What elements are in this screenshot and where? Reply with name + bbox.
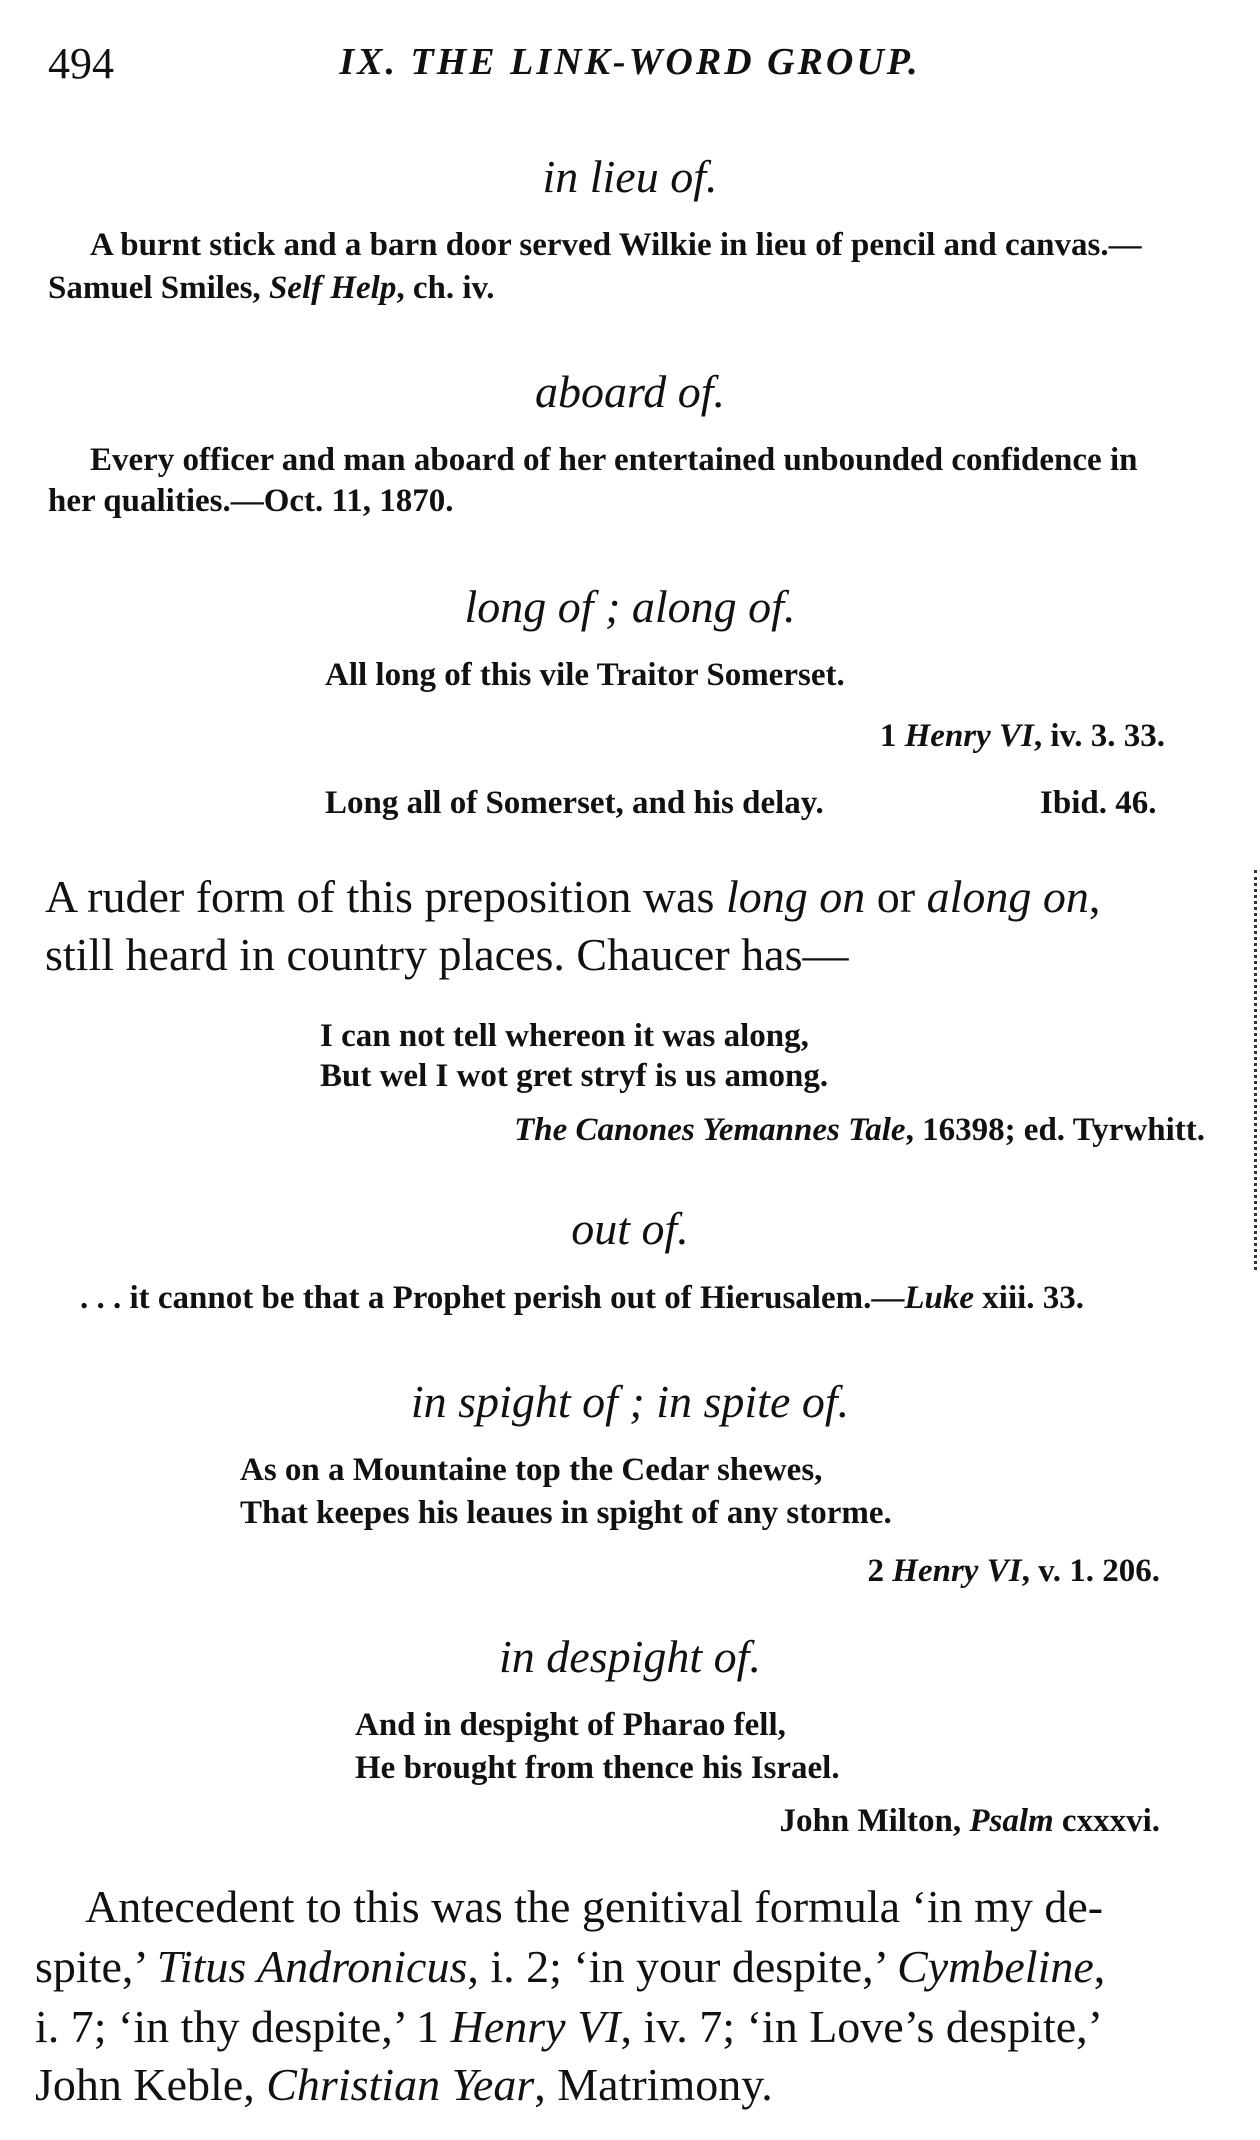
text: , i. 2; ‘in your despite,’ (467, 1941, 898, 1992)
citation-location: xiii. 33. (974, 1280, 1085, 1316)
quote-line: her qualities.—Oct. 11, 1870. (48, 483, 454, 519)
verse-citation (700, 718, 1165, 755)
citation-part: 1 (879, 718, 905, 754)
term: along on (926, 871, 1089, 922)
body-paragraph-line: Antecedent to this was the genitival formula ‘in my de- (85, 1881, 1104, 1932)
term: long on (725, 871, 866, 922)
citation-title: Henry VI (892, 1553, 1022, 1589)
citation-author: John Milton, (779, 1803, 970, 1839)
body-paragraph-line (35, 2000, 1103, 2053)
running-head: IX. THE LINK-WORD GROUP. (339, 41, 921, 83)
citation-part: 2 (867, 1553, 893, 1589)
citation-location: , ch. iv. (396, 270, 495, 306)
text: spite,’ (35, 1941, 157, 1992)
citation-location: , iv. 3. 33. (1033, 718, 1165, 754)
citation-title: Luke (904, 1280, 975, 1316)
citation-title: Henry VI (450, 2001, 621, 2052)
text: A ruder form of this preposition was (45, 871, 726, 922)
citation-title: Psalm (969, 1803, 1054, 1839)
citation-author: Samuel Smiles, (48, 270, 269, 306)
verse-line: But wel I wot gret stryf is us among. (320, 1058, 829, 1094)
citation-location: , 16398; ed. Tyrwhitt. (905, 1112, 1205, 1148)
section-heading-in-lieu-of: in lieu of. (542, 151, 718, 202)
text: i. 7; ‘in thy despite,’ 1 (35, 2001, 451, 2052)
verse-line: All long of this vile Traitor Somerset. (325, 657, 845, 693)
verse-line: That keepes his leaues in spight of any storme. (240, 1495, 892, 1531)
verse-citation (700, 1553, 1160, 1590)
verse-citation (380, 1112, 1205, 1149)
section-heading-long-of: long of ; along of. (464, 581, 796, 632)
verse-line: Long all of Somerset, and his delay. (325, 785, 824, 821)
section-heading-out-of: out of. (571, 1203, 689, 1254)
citation-line (48, 270, 494, 307)
citation-title: Henry VI (904, 718, 1034, 754)
citation-location: cxxxvi. (1053, 1803, 1160, 1839)
citation-title: Christian Year (266, 2059, 535, 2110)
citation-author: John Keble, (35, 2059, 267, 2110)
body-paragraph-line: still heard in country places. Chaucer has— (45, 929, 849, 980)
body-paragraph-line (45, 870, 1100, 923)
text: , (1088, 871, 1101, 922)
text: or (865, 871, 927, 922)
section-heading-in-spight-of: in spight of ; in spite of. (410, 1376, 850, 1427)
citation-title: Cymbeline (897, 1941, 1094, 1992)
citation-location: , Matrimony. (534, 2059, 773, 2110)
text: . . . it cannot be that a Prophet perish out of Hierusalem.— (80, 1280, 905, 1316)
verse-citation (700, 1803, 1160, 1840)
margin-mark (1254, 870, 1260, 1270)
body-paragraph-line (35, 1940, 1105, 1993)
section-heading-in-despight-of: in despight of. (499, 1631, 761, 1682)
quote-line: A burnt stick and a barn door served Wilkie in lieu of pencil and canvas.— (90, 227, 1142, 263)
citation-title: Titus Andronicus (156, 1941, 468, 1992)
text: , (1093, 1941, 1106, 1992)
citation-title: Self Help (268, 270, 397, 306)
verse-line: And in despight of Pharao fell, (355, 1707, 786, 1743)
verse-line: As on a Mountaine top the Cedar shewes, (240, 1452, 823, 1488)
citation-title: The Canones Yemannes Tale (514, 1112, 906, 1148)
verse-line: He brought from thence his Israel. (355, 1750, 840, 1786)
citation-location: , v. 1. 206. (1021, 1553, 1160, 1589)
body-paragraph-line (35, 2058, 773, 2111)
section-heading-aboard-of: aboard of. (535, 366, 725, 417)
text: , iv. 7; ‘in Love’s despite,’ (620, 2001, 1103, 2052)
verse-line: I can not tell whereon it was along, (320, 1018, 809, 1054)
quote-line (80, 1280, 1084, 1317)
verse-citation: Ibid. 46. (1040, 785, 1157, 821)
page-number: 494 (48, 39, 114, 88)
quote-line: Every officer and man aboard of her entertained unbounded confidence in (90, 442, 1138, 478)
